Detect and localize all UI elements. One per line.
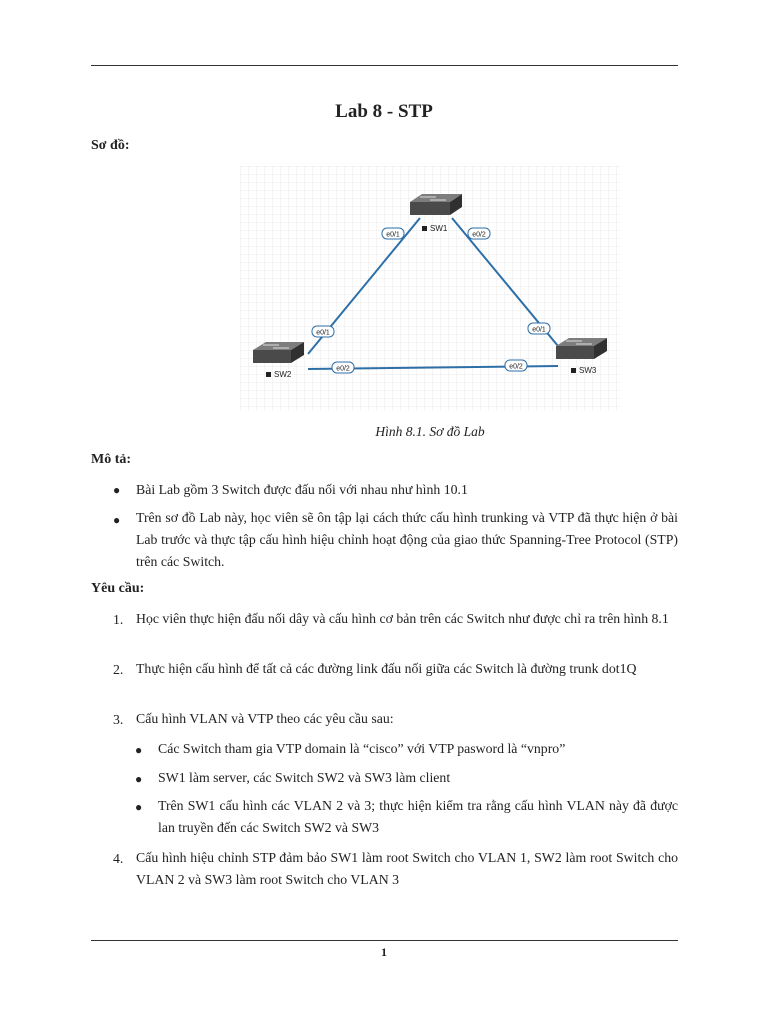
svg-text:e0/2: e0/2 <box>472 231 486 239</box>
requirement-item: Cấu hình hiệu chỉnh STP đảm bảo SW1 làm root Switch cho VLAN 1, SW2 làm root Switch cho VLAN 2 và SW3 làm root Switch cho VLAN 3 <box>136 850 678 887</box>
bullet-icon: ● <box>135 743 143 757</box>
requirements-heading: Yêu cầu: <box>91 581 145 596</box>
svg-text:e0/1: e0/1 <box>316 329 330 337</box>
network-diagram <box>240 166 620 411</box>
description-item: Trên sơ đồ Lab này, học viên sẽ ôn tập lại cách thức cấu hình trunking và VTP đã thực hiện ở bài Lab trước và thực tập cấu hình hiệu chỉnh hoạt động của giao thức Spanning-Tree Protocol (STP) trên các Switch. <box>136 510 678 569</box>
sw2-label: SW2 <box>274 370 292 379</box>
footer-rule <box>91 940 678 941</box>
sw1-label: SW1 <box>430 224 448 233</box>
requirement-item: Cấu hình VLAN và VTP theo các yêu cầu sau: <box>136 711 394 726</box>
port-label-sw1-e01 <box>382 228 404 239</box>
port-label-sw2-e02 <box>332 362 354 373</box>
requirement-number: 3. <box>113 712 124 727</box>
figure-caption: Hình 8.1. Sơ đồ Lab <box>375 424 485 439</box>
switch-sw1 <box>410 194 462 215</box>
page-number: 1 <box>381 945 387 959</box>
requirement-item: Thực hiện cấu hình để tất cả các đường link đấu nối giữa các Switch là đường trunk dot1Q <box>136 661 637 676</box>
svg-text:e0/2: e0/2 <box>336 365 350 373</box>
page-title: Lab 8 - STP <box>335 101 433 122</box>
diagram-heading: Sơ đồ: <box>91 138 130 153</box>
bullet-icon: ● <box>113 483 121 497</box>
sub-requirement-item: SW1 làm server, các Switch SW2 và SW3 làm client <box>158 770 451 785</box>
sw3-label: SW3 <box>579 366 597 375</box>
bullet-icon: ● <box>135 772 143 786</box>
description-heading: Mô tả: <box>91 452 132 467</box>
port-label-sw1-e02 <box>468 228 490 239</box>
port-label-sw2-e01 <box>312 326 334 337</box>
requirement-number: 2. <box>113 662 124 677</box>
svg-text:e0/1: e0/1 <box>386 231 400 239</box>
svg-text:e0/1: e0/1 <box>532 326 546 334</box>
port-label-sw3-e02 <box>505 360 527 371</box>
header-rule <box>91 65 678 66</box>
requirement-number: 1. <box>113 612 124 627</box>
bullet-icon: ● <box>113 513 121 527</box>
svg-text:e0/2: e0/2 <box>509 363 523 371</box>
bullet-icon: ● <box>135 800 143 814</box>
sub-requirement-item: Trên SW1 cấu hình các VLAN 2 và 3; thực hiện kiểm tra rằng cấu hình VLAN này đã được lan truyền đến các Switch SW2 và SW3 <box>158 798 678 835</box>
requirement-number: 4. <box>113 851 124 866</box>
port-label-sw3-e01 <box>528 323 550 334</box>
sub-requirement-item: Các Switch tham gia VTP domain là “cisco” với VTP pasword là “vnpro” <box>158 741 566 756</box>
requirement-item: Học viên thực hiện đấu nối dây và cấu hình cơ bản trên các Switch như được chỉ ra trên hình 8.1 <box>136 611 669 626</box>
description-item: Bài Lab gồm 3 Switch được đấu nối với nhau như hình 10.1 <box>136 482 468 497</box>
